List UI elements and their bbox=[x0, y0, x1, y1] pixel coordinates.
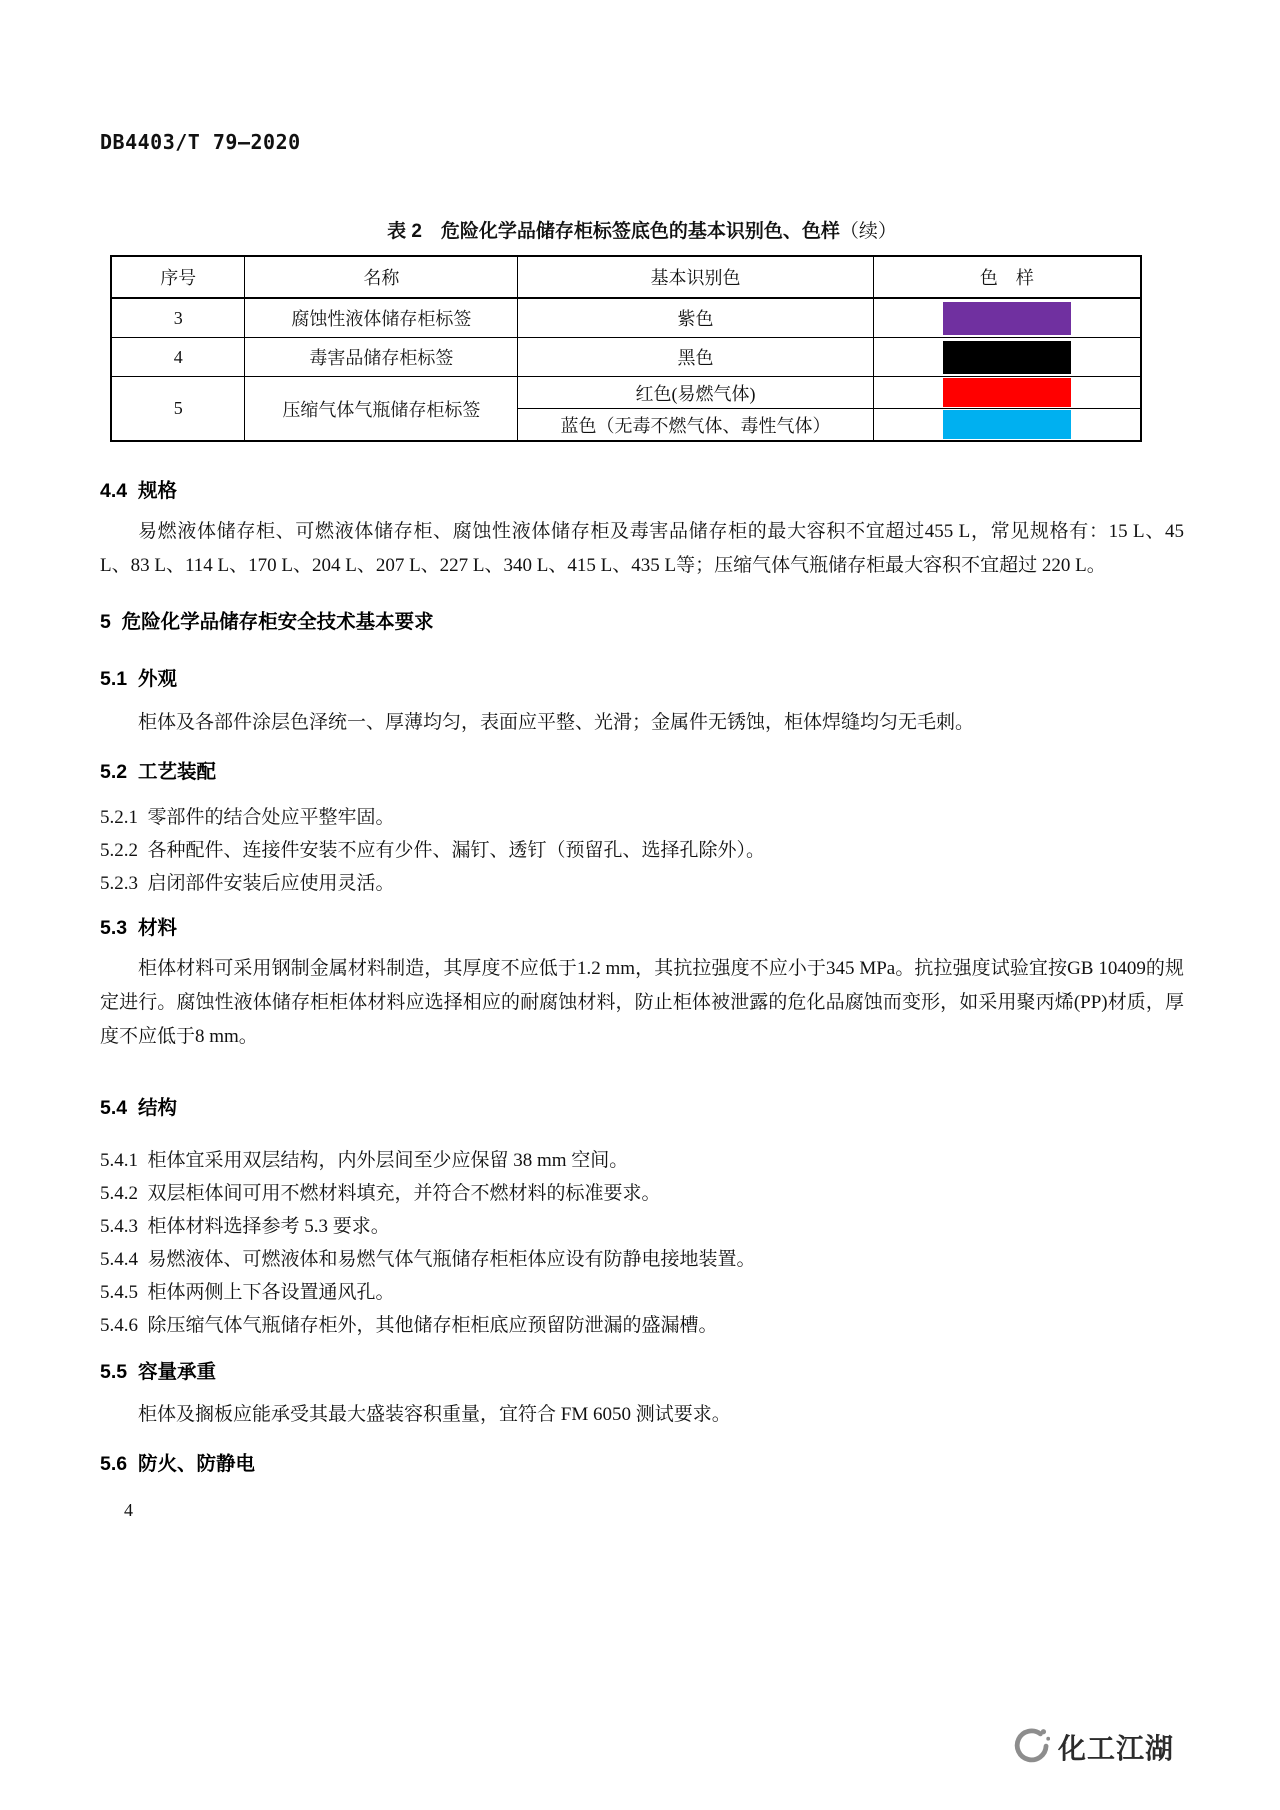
footer-brand bbox=[1008, 1726, 1174, 1768]
cell-no: 3 bbox=[111, 298, 245, 338]
section-heading-5-4: 5.4 结构 bbox=[100, 1097, 177, 1119]
cell-color-name: 蓝色（无毒不燃气体、毒性气体） bbox=[518, 409, 873, 442]
table-row bbox=[111, 338, 1141, 377]
section-heading-5: 5 危险化学品储存柜安全技术基本要求 bbox=[100, 611, 434, 633]
cell-color-name: 红色(易燃气体) bbox=[518, 377, 873, 409]
col-header-no: 序号 bbox=[111, 256, 245, 298]
doc-code: DB4403/T 79—2020 bbox=[100, 130, 301, 154]
table-row bbox=[111, 377, 1141, 409]
cell-name: 压缩气体气瓶储存柜标签 bbox=[245, 377, 518, 442]
color-sample-table bbox=[110, 255, 1142, 442]
table-title bbox=[100, 216, 1184, 243]
footer-brand-text: 化工江湖 bbox=[1057, 1733, 1174, 1764]
section-heading-5-6: 5.6 防火、防静电 bbox=[100, 1453, 255, 1475]
cell-color-name: 紫色 bbox=[518, 298, 873, 338]
page-number: 4 bbox=[124, 1500, 133, 1520]
section-heading-4-4: 4.4 规格 bbox=[100, 480, 177, 502]
cell-name: 毒害品储存柜标签 bbox=[245, 338, 518, 377]
table-title-main: 表 2 危险化学品储存柜标签底色的基本识别色、色样 bbox=[387, 221, 840, 242]
table-row bbox=[111, 298, 1141, 338]
clause-5-4-4: 5.4.4 易燃液体、可燃液体和易燃气体气瓶储存柜柜体应设有防静电接地装置。 bbox=[100, 1249, 756, 1270]
clause-5-2-1: 5.2.1 零部件的结合处应平整牢固。 bbox=[100, 807, 395, 828]
table-header-row bbox=[111, 256, 1141, 298]
color-swatch-red bbox=[943, 378, 1071, 407]
paragraph-4-4: 易燃液体储存柜、可燃液体储存柜、腐蚀性液体储存柜及毒害品储存柜的最大容积不宜超过455 L，常见规格有：15 L、45 L、83 L、114 L、170 L、204 L、207 L、227 L、340 L、415 L、435 L等；压缩气体气瓶储存柜最大容积不宜超过 220 L。 bbox=[100, 521, 1189, 576]
col-header-name: 名称 bbox=[245, 256, 518, 298]
cell-color-name: 黑色 bbox=[518, 338, 873, 377]
color-swatch-blue bbox=[943, 410, 1071, 439]
clause-5-4-2: 5.4.2 双层柜体间可用不燃材料填充，并符合不燃材料的标准要求。 bbox=[100, 1183, 661, 1204]
splash-logo-icon bbox=[1008, 1726, 1050, 1768]
clause-5-4-3: 5.4.3 柜体材料选择参考 5.3 要求。 bbox=[100, 1216, 390, 1237]
col-header-basic-color: 基本识别色 bbox=[518, 256, 873, 298]
cell-swatch bbox=[873, 409, 1141, 442]
table-title-suffix: （续） bbox=[839, 221, 897, 242]
paragraph-5-1: 柜体及各部件涂层色泽统一、厚薄均匀，表面应平整、光滑；金属件无锈蚀，柜体焊缝均匀无毛刺。 bbox=[138, 712, 975, 733]
clause-5-2-2: 5.2.2 各种配件、连接件安装不应有少件、漏钉、透钉（预留孔、选择孔除外）。 bbox=[100, 840, 766, 861]
section-heading-5-1: 5.1 外观 bbox=[100, 668, 177, 690]
cell-name: 腐蚀性液体储存柜标签 bbox=[245, 298, 518, 338]
page-content bbox=[100, 130, 1189, 1476]
col-header-sample: 色 样 bbox=[873, 256, 1141, 298]
clause-5-4-5: 5.4.5 柜体两侧上下各设置通风孔。 bbox=[100, 1282, 395, 1303]
cell-swatch bbox=[873, 298, 1141, 338]
section-heading-5-2: 5.2 工艺装配 bbox=[100, 761, 216, 783]
paragraph-5-5: 柜体及搁板应能承受其最大盛装容积重量，宜符合 FM 6050 测试要求。 bbox=[138, 1404, 731, 1425]
clause-5-4-6: 5.4.6 除压缩气体气瓶储存柜外，其他储存柜柜底应预留防泄漏的盛漏槽。 bbox=[100, 1315, 718, 1336]
cell-no: 4 bbox=[111, 338, 245, 377]
color-swatch-purple bbox=[943, 302, 1071, 335]
cell-swatch bbox=[873, 377, 1141, 409]
section-heading-5-5: 5.5 容量承重 bbox=[100, 1361, 216, 1383]
paragraph-5-3: 柜体材料可采用钢制金属材料制造，其厚度不应低于1.2 mm，其抗拉强度不应小于345 MPa。抗拉强度试验宜按GB 10409的规定进行。腐蚀性液体储存柜柜体材料应选择相应的耐腐蚀材料，防止柜体被泄露的危化品腐蚀而变形，如采用聚丙烯(PP)材质，厚度不应低于8 mm。 bbox=[100, 958, 1184, 1047]
clause-5-2-3: 5.2.3 启闭部件安装后应使用灵活。 bbox=[100, 873, 395, 894]
section-heading-5-3: 5.3 材料 bbox=[100, 917, 177, 939]
color-swatch-black bbox=[943, 341, 1071, 374]
cell-swatch bbox=[873, 338, 1141, 377]
cell-no: 5 bbox=[111, 377, 245, 442]
clause-5-4-1: 5.4.1 柜体宜采用双层结构，内外层间至少应保留 38 mm 空间。 bbox=[100, 1150, 629, 1171]
